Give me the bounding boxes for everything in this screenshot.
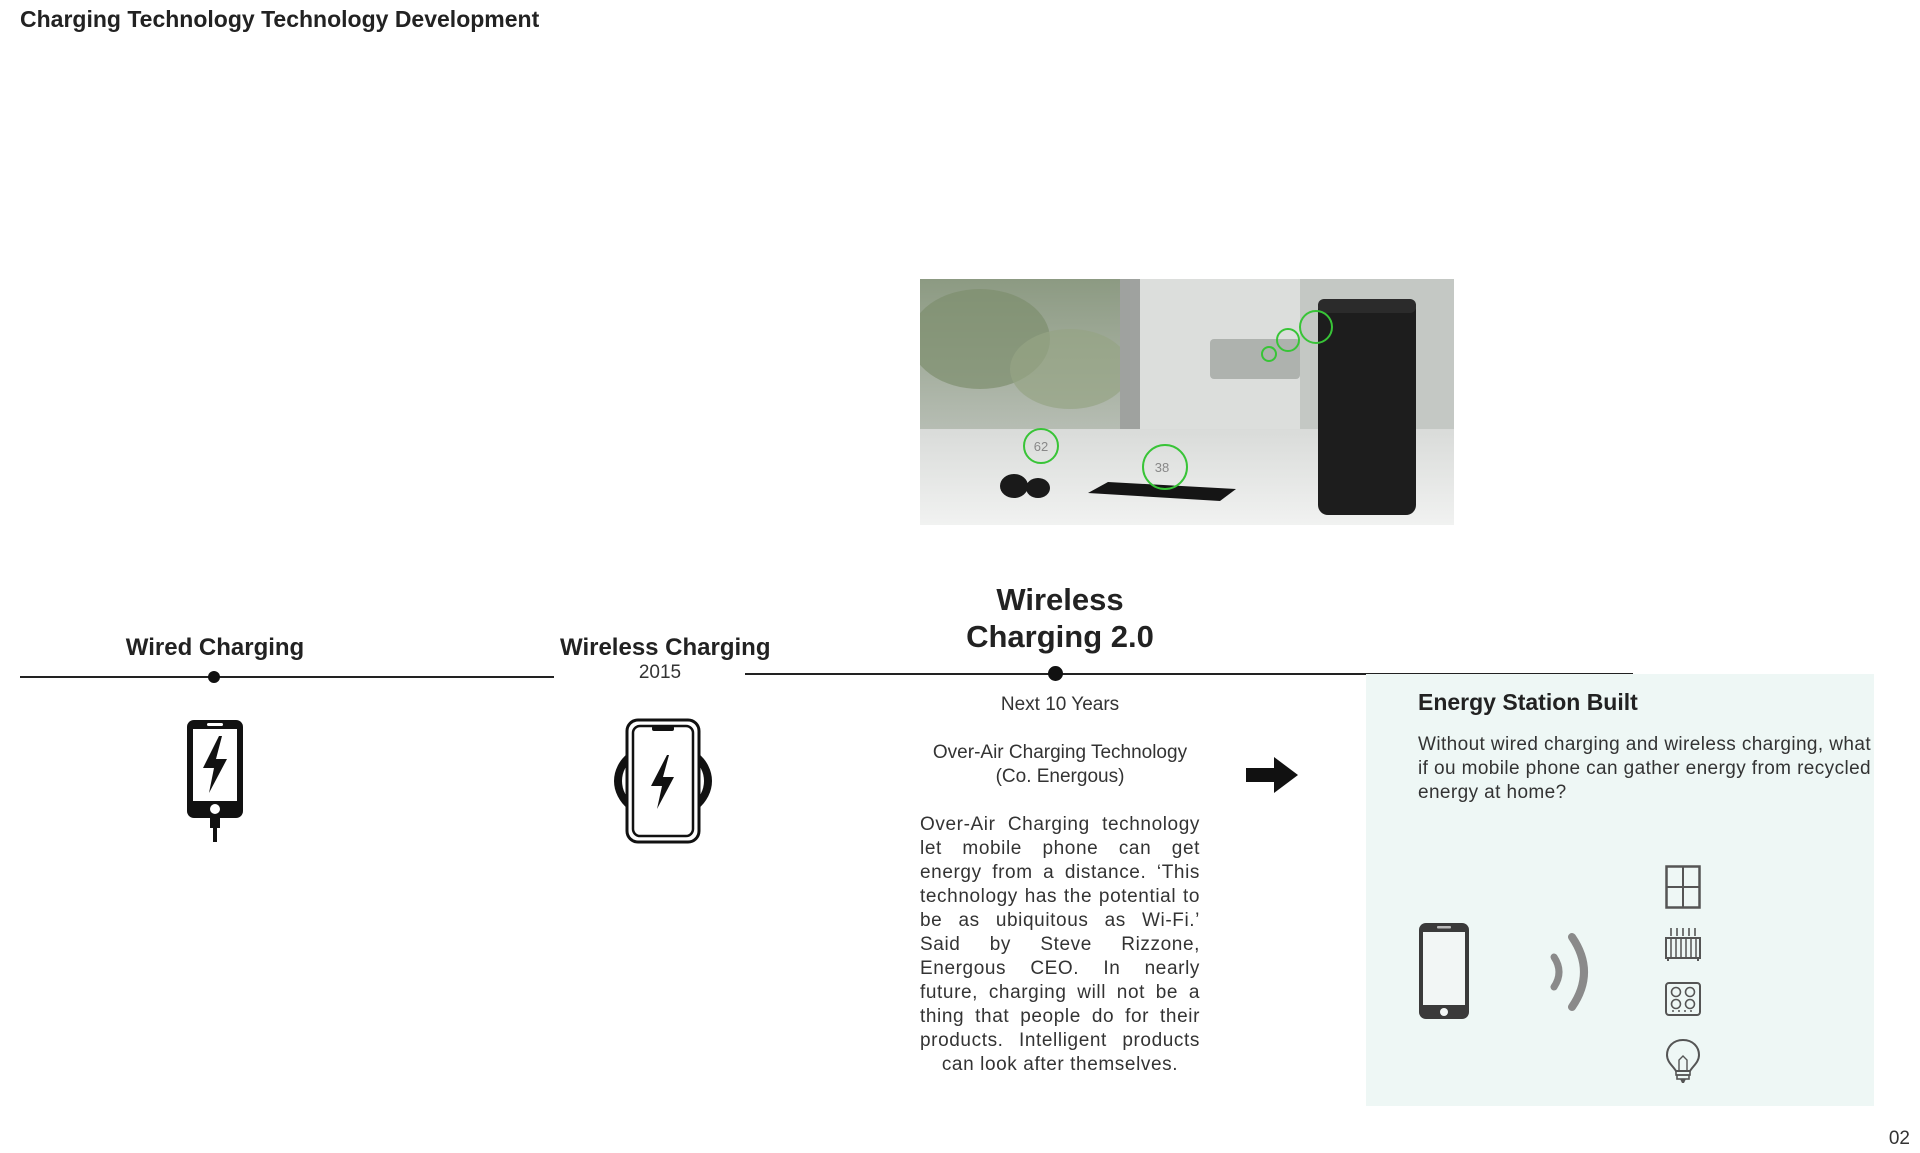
wireless-2-tech-line1: Over-Air Charging Technology [932, 742, 1188, 763]
wireless-charging-title: Wireless Charging [560, 634, 771, 661]
wireless-charging-year: 2015 [638, 662, 682, 683]
wireless-2-period: Next 10 Years [1000, 694, 1120, 715]
radiator-icon [1664, 926, 1702, 962]
earbuds-charge-badge: 62 [1033, 439, 1049, 454]
energy-station-description: Without wired charging and wireless charging, what if ou mobile phone can gather energy from recycled energy at home? [1418, 734, 1872, 803]
wireless-charging-2-title: Wireless Charging 2.0 [966, 582, 1154, 654]
energy-station-title: Energy Station Built [1418, 689, 1638, 715]
wired-charging-title: Wired Charging [125, 634, 305, 661]
timeline-dot-wireless-2 [1048, 666, 1063, 681]
timeline-line-left [20, 676, 554, 678]
page-number: 02 [1888, 1128, 1910, 1149]
wireless-pad-phone-icon [612, 718, 714, 844]
timeline-dot-wired [208, 671, 220, 683]
window-icon [1665, 865, 1701, 909]
wireless-2-tech-line2: (Co. Energous) [995, 766, 1125, 787]
phone-charge-badge: 38 [1154, 460, 1170, 475]
wireless-2-description: Over-Air Charging technology let mobile phone can get energy from a distance. ‘This technology has the potential to be as ubiquitous as Wi-Fi.’ Said by Steve Rizzone, Energous CEO. In nearly future, charging will not be a thing that people do for their products. Intelligent products can look after themselves. [920, 814, 1200, 1075]
light-bulb-icon [1664, 1038, 1702, 1084]
stove-icon [1664, 981, 1702, 1017]
over-air-charging-photo [920, 279, 1454, 525]
page-title: Charging Technology Technology Development [20, 6, 540, 32]
wired-phone-icon [185, 718, 245, 844]
signal-waves-icon [1548, 931, 1596, 1013]
smartphone-icon [1418, 922, 1470, 1020]
arrow-right-icon [1246, 757, 1298, 793]
